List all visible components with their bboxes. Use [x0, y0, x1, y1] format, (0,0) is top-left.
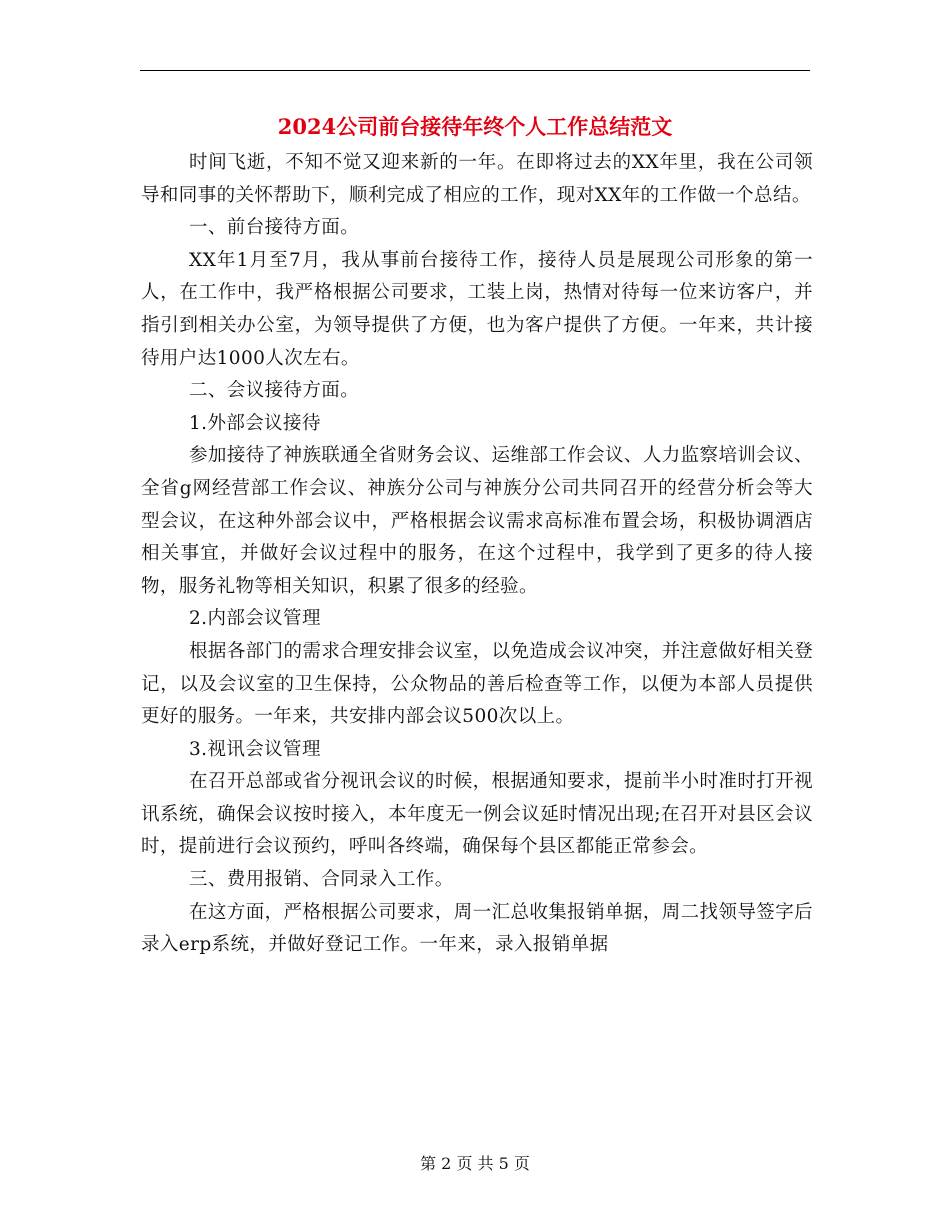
paragraph-expenses: 在这方面，严格根据公司要求，周一汇总收集报销单据，周二找领导签字后录入erp系统，并做好登记工作。一年来，录入报销单据 [141, 901, 813, 956]
section-heading-meetings: 二、会议接待方面。 [189, 380, 360, 402]
section-heading-expenses: 三、费用报销、合同录入工作。 [189, 869, 454, 891]
subheading-external-meetings: 1.外部会议接待 [189, 412, 321, 434]
section-heading-reception: 一、前台接待方面。 [189, 217, 360, 239]
paragraph-external-meetings: 参加接待了神族联通全省财务会议、运维部工作会议、人力监察培训会议、全省g网经营部工作会议、神族分公司与神族分公司共同召开的经营分析会等大型会议，在这种外部会议中，严格根据会议需求高标准布置会场，积极协调酒店相关事宜，并做好会议过程中的服务，在这个过程中，我学到了更多的待人接物，服务礼物等相关知识，积累了很多的经验。 [141, 445, 813, 597]
document-body [141, 147, 813, 962]
paragraph-internal-meetings: 根据各部门的需求合理安排会议室，以免造成会议冲突，并注意做好相关登记，以及会议室的卫生保持，公众物品的善后检查等工作，以便为本部人员提供更好的服务。一年来，共安排内部会议500次以上。 [141, 640, 813, 728]
header-rule [140, 70, 810, 71]
subheading-video-meetings: 3.视讯会议管理 [189, 738, 321, 760]
subheading-internal-meetings: 2.内部会议管理 [189, 608, 321, 630]
document-title: 2024公司前台接待年终个人工作总结范文 [277, 114, 673, 139]
paragraph-reception: XX年1月至7月，我从事前台接待工作，接待人员是展现公司形象的第一人，在工作中，我严格根据公司要求，工装上岗，热情对待每一位来访客户，并指引到相关办公室，为领导提供了方便，也为客户提供了方便。一年来，共计接待用户达1000人次左右。 [141, 249, 813, 369]
paragraph-video-meetings: 在召开总部或省分视讯会议的时候，根据通知要求，提前半小时准时打开视讯系统，确保会议按时接入，本年度无一例会议延时情况出现;在召开对县区会议时，提前进行会议预约，呼叫各终端，确保每个县区都能正常参会。 [141, 771, 813, 858]
paragraph-intro: 时间飞逝，不知不觉又迎来新的一年。在即将过去的XX年里，我在公司领导和同事的关怀帮助下，顺利完成了相应的工作，现对XX年的工作做一个总结。 [141, 152, 813, 206]
page-number-footer: 第 2 页 共 5 页 [420, 1154, 530, 1173]
